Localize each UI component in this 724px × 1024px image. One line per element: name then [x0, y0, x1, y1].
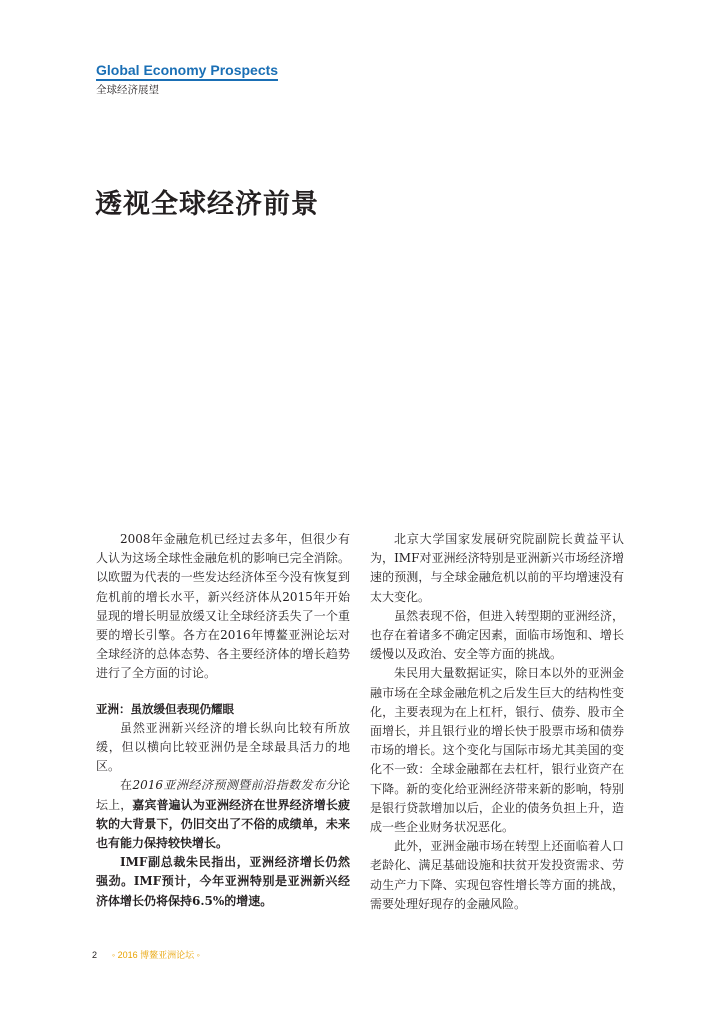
- right-paragraph-1: 北京大学国家发展研究院副院长黄益平认为，IMF对亚洲经济特别是亚洲新兴市场经济增速的预测，与全球金融危机以前的平均增速没有太大变化。: [370, 532, 624, 604]
- left-paragraph-2: 虽然亚洲新兴经济的增长纵向比较有所放缓，但以横向比较亚洲仍是全球最具活力的地区。: [96, 720, 350, 774]
- p3-forum-name: 2016亚洲经济预测暨前沿指数发布分: [132, 778, 338, 793]
- p3-mid: 论坛上，: [96, 778, 350, 812]
- page-footer: [92, 948, 200, 961]
- left-paragraph-1: 2008年金融危机已经过去多年，但很少有人认为这场全球性金融危机的影响已完全消除。以欧盟为代表的一些发达经济体至今没有恢复到危机前的增长水平，新兴经济体从2015年开始显现的增长明显放缓又让全球经济丢失了一个重要的增长引擎。各方在2016年博鳌亚洲论坛对全球经济的总体态势、各主要经济体的增长趋势进行了全方面的讨论。: [96, 532, 350, 681]
- p3-lead: 在: [120, 778, 133, 793]
- right-column: [370, 530, 624, 914]
- left-paragraph-4: IMF副总裁朱民指出，亚洲经济增长仍然强劲。IMF预计，今年亚洲特别是亚洲新兴经济体增长仍将保持6.5%的增速。: [96, 855, 350, 908]
- left-paragraph-3: [96, 776, 350, 853]
- publication-title: ◦ 2016 博鳌亚洲论坛 ◦: [111, 950, 200, 960]
- header-title-cn: 全球经济展望: [96, 84, 159, 96]
- page-number: 2: [92, 950, 98, 960]
- article-title: 透视全球经济前景: [95, 189, 319, 220]
- section-subhead: 亚洲：虽放缓但表现仍耀眼: [96, 701, 234, 716]
- running-header: [96, 60, 278, 97]
- right-paragraph-2: 虽然表现不俗，但进入转型期的亚洲经济，也存在着诸多不确定因素，面临市场饱和、增长缓慢以及政治、安全等方面的挑战。: [370, 608, 624, 662]
- header-title-en: Global Economy Prospects: [96, 62, 278, 81]
- right-paragraph-3: 朱民用大量数据证实，除日本以外的亚洲金融市场在全球金融危机之后发生巨大的结构性变化，主要表现为在上杠杆，银行、债券、股市全面增长，并且银行业的增长快于股票市场和债券市场的增长。这个变化与国际市场尤其美国的变化不一致：全球金融都在去杠杆，银行业资产在下降。新的变化给亚洲经济带来新的影响，特别是银行贷款增加以后，企业的债务负担上升，造成一些企业财务状况恶化。: [370, 666, 624, 835]
- p3-bold: 嘉宾普遍认为亚洲经济在世界经济增长疲软的大背景下，仍旧交出了不俗的成绩单，未来也有能力保持较快增长。: [96, 797, 350, 851]
- right-paragraph-4: 此外，亚洲金融市场在转型上还面临着人口老龄化、满足基础设施和扶贫开发投资需求、劳动生产力下降、实现包容性增长等方面的挑战，需要处理好现存的金融风险。: [370, 839, 624, 911]
- left-column: [96, 530, 350, 911]
